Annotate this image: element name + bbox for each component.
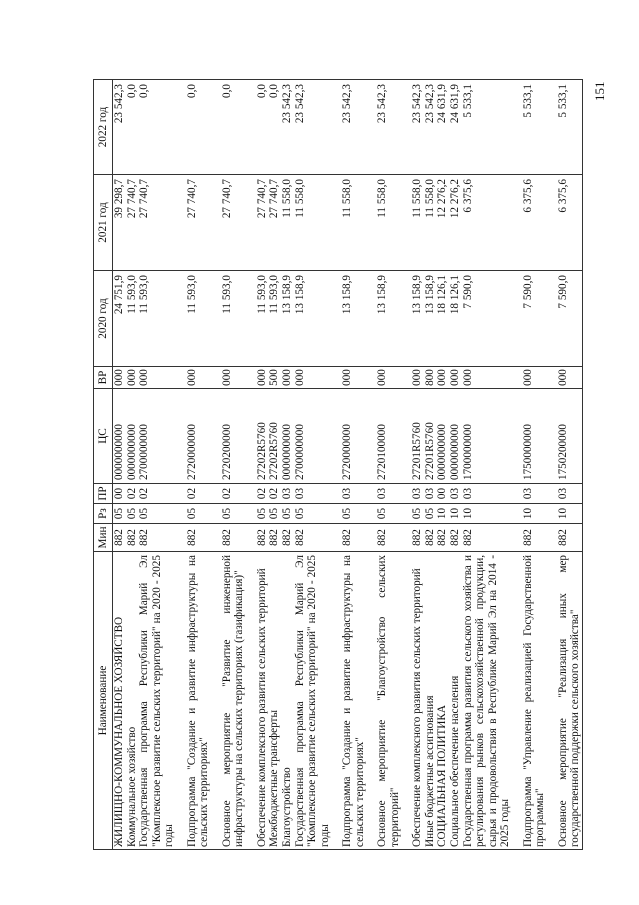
cell-2021: 27 740,7 xyxy=(138,175,176,271)
cell-pr: 02 xyxy=(186,484,211,504)
cell-pr: 02 xyxy=(138,484,176,504)
row-spacer xyxy=(176,80,186,850)
spacer-cell xyxy=(401,552,411,850)
cell-min: 882 xyxy=(221,524,246,552)
cell-2021: 6 375,6 xyxy=(557,175,583,271)
spacer-cell xyxy=(176,271,186,367)
row-spacer xyxy=(211,80,221,850)
cell-vr: 000 xyxy=(449,367,462,389)
spacer-cell xyxy=(211,271,221,367)
cell-vr: 000 xyxy=(557,367,583,389)
header-2021: 2021 год xyxy=(94,175,113,271)
spacer-cell xyxy=(512,552,522,850)
spacer-cell xyxy=(547,367,557,389)
cell-2022: 0,0 xyxy=(138,80,176,175)
cell-name: Благоустройство xyxy=(281,552,294,850)
spacer-cell xyxy=(366,484,376,504)
spacer-cell xyxy=(401,504,411,524)
table-row xyxy=(436,80,449,850)
row-spacer xyxy=(331,80,341,850)
cell-min: 882 xyxy=(256,524,269,552)
cell-min: 882 xyxy=(376,524,401,552)
cell-name: Подпрограмма "Создание и развитие инфраструктуры на сельских территориях" xyxy=(186,552,211,850)
spacer-cell xyxy=(176,389,186,484)
spacer-cell xyxy=(331,484,341,504)
cell-pr: 03 xyxy=(557,484,583,504)
row-spacer xyxy=(366,80,376,850)
cell-2020: 13 158,9 xyxy=(376,271,401,367)
table-row xyxy=(126,80,139,850)
cell-rz: 10 xyxy=(449,504,462,524)
cell-2022: 23 542,3 xyxy=(294,80,332,175)
cell-pr: 03 xyxy=(462,484,512,504)
cell-rz: 05 xyxy=(221,504,246,524)
cell-rz: 05 xyxy=(341,504,366,524)
cell-pr: 00 xyxy=(436,484,449,504)
spacer-cell xyxy=(401,484,411,504)
spacer-cell xyxy=(512,175,522,271)
cell-2022: 23 542,3 xyxy=(376,80,401,175)
cell-2022: 23 542,3 xyxy=(411,80,424,175)
cell-vr: 500 xyxy=(268,367,281,389)
cell-rz: 05 xyxy=(281,504,294,524)
cell-2020: 11 593,0 xyxy=(138,271,176,367)
cell-2021: 27 740,7 xyxy=(256,175,269,271)
cell-2021: 12 276,2 xyxy=(449,175,462,271)
cell-name: Обеспечение комплексного развития сельских территорий xyxy=(411,552,424,850)
cell-pr: 02 xyxy=(256,484,269,504)
cell-min: 882 xyxy=(113,524,126,552)
spacer-cell xyxy=(366,271,376,367)
cell-pr: 03 xyxy=(294,484,332,504)
cell-2022: 5 533,1 xyxy=(557,80,583,175)
spacer-cell xyxy=(176,504,186,524)
cell-min: 882 xyxy=(411,524,424,552)
table-body xyxy=(113,80,583,850)
table-header-row xyxy=(94,80,113,850)
table-row xyxy=(281,80,294,850)
cell-2022: 24 631,9 xyxy=(436,80,449,175)
cell-cs: 0000000000 xyxy=(449,389,462,484)
cell-pr: 00 xyxy=(113,484,126,504)
spacer-cell xyxy=(211,484,221,504)
cell-cs: 2720200000 xyxy=(221,389,246,484)
spacer-cell xyxy=(401,271,411,367)
cell-name: Подпрограмма "Создание и развитие инфраструктуры на сельских территориях" xyxy=(341,552,366,850)
cell-2022: 0,0 xyxy=(268,80,281,175)
cell-rz: 10 xyxy=(522,504,547,524)
spacer-cell xyxy=(211,504,221,524)
spacer-cell xyxy=(331,175,341,271)
spacer-cell xyxy=(211,367,221,389)
cell-rz: 05 xyxy=(186,504,211,524)
table-row xyxy=(411,80,424,850)
cell-2021: 11 558,0 xyxy=(341,175,366,271)
spacer-cell xyxy=(401,524,411,552)
cell-2021: 27 740,7 xyxy=(268,175,281,271)
cell-2021: 11 558,0 xyxy=(411,175,424,271)
spacer-cell xyxy=(331,80,341,175)
cell-2022: 0,0 xyxy=(126,80,139,175)
cell-name: Основное мероприятие "Благоустройство сельских территорий" xyxy=(376,552,401,850)
cell-cs: 1700000000 xyxy=(462,389,512,484)
spacer-cell xyxy=(547,271,557,367)
cell-pr: 03 xyxy=(376,484,401,504)
spacer-cell xyxy=(512,504,522,524)
spacer-cell xyxy=(366,504,376,524)
cell-2022: 0,0 xyxy=(221,80,246,175)
cell-vr: 000 xyxy=(341,367,366,389)
cell-pr: 02 xyxy=(268,484,281,504)
spacer-cell xyxy=(176,524,186,552)
cell-min: 882 xyxy=(281,524,294,552)
cell-rz: 05 xyxy=(268,504,281,524)
spacer-cell xyxy=(176,552,186,850)
spacer-cell xyxy=(401,367,411,389)
cell-name: Государственная программа развития сельского хозяйства и регулирования рынков сельскохозяйственной продукции, сырья и продовольствия в Республике Марий Эл на 2014 - 2025 годы xyxy=(462,552,512,850)
cell-rz: 05 xyxy=(113,504,126,524)
cell-min: 882 xyxy=(138,524,176,552)
row-spacer xyxy=(512,80,522,850)
cell-2022: 5 533,1 xyxy=(462,80,512,175)
cell-pr: 03 xyxy=(424,484,437,504)
spacer-cell xyxy=(512,271,522,367)
spacer-cell xyxy=(331,271,341,367)
cell-vr: 000 xyxy=(462,367,512,389)
spacer-cell xyxy=(211,389,221,484)
cell-min: 882 xyxy=(294,524,332,552)
cell-rz: 05 xyxy=(424,504,437,524)
table-row xyxy=(557,80,583,850)
cell-cs: 27201R5760 xyxy=(411,389,424,484)
cell-2020: 18 126,1 xyxy=(436,271,449,367)
cell-vr: 000 xyxy=(138,367,176,389)
cell-2020: 18 126,1 xyxy=(449,271,462,367)
cell-2020: 11 593,0 xyxy=(268,271,281,367)
spacer-cell xyxy=(547,175,557,271)
cell-2021: 39 298,7 xyxy=(113,175,126,271)
table-row xyxy=(138,80,176,850)
cell-min: 882 xyxy=(268,524,281,552)
spacer-cell xyxy=(366,367,376,389)
cell-cs: 1750200000 xyxy=(557,389,583,484)
cell-2020: 24 751,9 xyxy=(113,271,126,367)
cell-cs: 27201R5760 xyxy=(424,389,437,484)
cell-pr: 03 xyxy=(522,484,547,504)
spacer-cell xyxy=(547,80,557,175)
spacer-cell xyxy=(246,504,256,524)
cell-2022: 5 533,1 xyxy=(522,80,547,175)
cell-2020: 7 590,0 xyxy=(522,271,547,367)
spacer-cell xyxy=(211,552,221,850)
header-rz: Рз xyxy=(94,504,113,524)
cell-min: 882 xyxy=(449,524,462,552)
table-row xyxy=(376,80,401,850)
cell-2022: 0,0 xyxy=(186,80,211,175)
cell-name: ЖИЛИЩНО-КОММУНАЛЬНОЕ ХОЗЯЙСТВО xyxy=(113,552,126,850)
cell-vr: 000 xyxy=(126,367,139,389)
cell-name: Межбюджетные трансферты xyxy=(268,552,281,850)
spacer-cell xyxy=(512,389,522,484)
cell-cs: 27202R5760 xyxy=(268,389,281,484)
header-2022: 2022 год xyxy=(94,80,113,175)
cell-name: Основное мероприятие "Реализация иных мер государственной поддержки сельского хозяйства" xyxy=(557,552,583,850)
cell-2020: 11 593,0 xyxy=(256,271,269,367)
table-row xyxy=(341,80,366,850)
cell-vr: 000 xyxy=(436,367,449,389)
header-min: Мин xyxy=(94,524,113,552)
spacer-cell xyxy=(246,484,256,504)
cell-cs: 2720000000 xyxy=(341,389,366,484)
row-spacer xyxy=(401,80,411,850)
spacer-cell xyxy=(512,80,522,175)
spacer-cell xyxy=(547,524,557,552)
cell-2020: 13 158,9 xyxy=(281,271,294,367)
spacer-cell xyxy=(246,552,256,850)
cell-2020: 13 158,9 xyxy=(294,271,332,367)
cell-2022: 23 542,3 xyxy=(281,80,294,175)
spacer-cell xyxy=(211,80,221,175)
cell-name: Коммунальное хозяйство xyxy=(126,552,139,850)
cell-cs: 0000000000 xyxy=(126,389,139,484)
spacer-cell xyxy=(331,504,341,524)
cell-2020: 13 158,9 xyxy=(424,271,437,367)
cell-vr: 000 xyxy=(186,367,211,389)
cell-cs: 2700000000 xyxy=(294,389,332,484)
cell-min: 882 xyxy=(522,524,547,552)
spacer-cell xyxy=(547,484,557,504)
table-row xyxy=(462,80,512,850)
spacer-cell xyxy=(246,80,256,175)
cell-rz: 05 xyxy=(126,504,139,524)
header-pr: ПР xyxy=(94,484,113,504)
spacer-cell xyxy=(366,524,376,552)
spacer-cell xyxy=(176,80,186,175)
cell-pr: 03 xyxy=(411,484,424,504)
cell-cs: 0000000000 xyxy=(436,389,449,484)
cell-cs: 0000000000 xyxy=(281,389,294,484)
page-number: 151 xyxy=(592,81,607,101)
spacer-cell xyxy=(366,389,376,484)
cell-min: 882 xyxy=(462,524,512,552)
spacer-cell xyxy=(401,80,411,175)
header-vr: ВР xyxy=(94,367,113,389)
cell-2021: 11 558,0 xyxy=(281,175,294,271)
spacer-cell xyxy=(512,367,522,389)
spacer-cell xyxy=(401,175,411,271)
cell-vr: 000 xyxy=(281,367,294,389)
cell-vr: 000 xyxy=(294,367,332,389)
spacer-cell xyxy=(246,524,256,552)
cell-vr: 000 xyxy=(221,367,246,389)
header-name: Наименование xyxy=(94,552,113,850)
cell-pr: 03 xyxy=(281,484,294,504)
cell-pr: 03 xyxy=(341,484,366,504)
cell-2021: 11 558,0 xyxy=(294,175,332,271)
spacer-cell xyxy=(246,389,256,484)
header-cs: ЦС xyxy=(94,389,113,484)
spacer-cell xyxy=(512,484,522,504)
cell-name: Иные бюджетные ассигнования xyxy=(424,552,437,850)
cell-name: СОЦИАЛЬНАЯ ПОЛИТИКА xyxy=(436,552,449,850)
cell-min: 882 xyxy=(126,524,139,552)
spacer-cell xyxy=(366,175,376,271)
table-row xyxy=(256,80,269,850)
cell-2022: 0,0 xyxy=(256,80,269,175)
spacer-cell xyxy=(331,389,341,484)
spacer-cell xyxy=(211,175,221,271)
cell-rz: 05 xyxy=(138,504,176,524)
cell-2020: 13 158,9 xyxy=(411,271,424,367)
cell-2020: 11 593,0 xyxy=(221,271,246,367)
cell-name: Обеспечение комплексного развития сельских территорий xyxy=(256,552,269,850)
spacer-cell xyxy=(176,484,186,504)
budget-table xyxy=(93,79,583,850)
cell-pr: 02 xyxy=(221,484,246,504)
cell-2022: 23 542,3 xyxy=(424,80,437,175)
cell-min: 882 xyxy=(186,524,211,552)
cell-2021: 12 276,2 xyxy=(436,175,449,271)
cell-min: 882 xyxy=(341,524,366,552)
cell-cs: 2720100000 xyxy=(376,389,401,484)
table-row xyxy=(186,80,211,850)
spacer-cell xyxy=(512,524,522,552)
cell-2022: 23 542,3 xyxy=(341,80,366,175)
cell-rz: 05 xyxy=(256,504,269,524)
cell-2020: 13 158,9 xyxy=(341,271,366,367)
spacer-cell xyxy=(547,389,557,484)
cell-2021: 6 375,6 xyxy=(462,175,512,271)
cell-vr: 800 xyxy=(424,367,437,389)
cell-cs: 27202R5760 xyxy=(256,389,269,484)
cell-2021: 27 740,7 xyxy=(126,175,139,271)
cell-2021: 27 740,7 xyxy=(221,175,246,271)
cell-pr: 02 xyxy=(126,484,139,504)
cell-2021: 6 375,6 xyxy=(522,175,547,271)
table-row xyxy=(424,80,437,850)
cell-name: Подпрограмма "Управление реализацией Государственной программы" xyxy=(522,552,547,850)
cell-vr: 000 xyxy=(522,367,547,389)
table-row xyxy=(294,80,332,850)
cell-2020: 11 593,0 xyxy=(186,271,211,367)
cell-vr: 000 xyxy=(411,367,424,389)
spacer-cell xyxy=(366,80,376,175)
cell-min: 882 xyxy=(436,524,449,552)
spacer-cell xyxy=(246,175,256,271)
spacer-cell xyxy=(176,367,186,389)
cell-2022: 24 631,9 xyxy=(449,80,462,175)
cell-cs: 2720000000 xyxy=(186,389,211,484)
cell-cs: 1750000000 xyxy=(522,389,547,484)
spacer-cell xyxy=(401,389,411,484)
cell-2021: 27 740,7 xyxy=(186,175,211,271)
cell-2020: 11 593,0 xyxy=(126,271,139,367)
spacer-cell xyxy=(331,367,341,389)
spacer-cell xyxy=(366,552,376,850)
cell-vr: 000 xyxy=(256,367,269,389)
spacer-cell xyxy=(246,271,256,367)
spacer-cell xyxy=(331,524,341,552)
budget-table-container xyxy=(93,80,582,850)
spacer-cell xyxy=(547,504,557,524)
cell-2021: 11 558,0 xyxy=(424,175,437,271)
cell-rz: 05 xyxy=(294,504,332,524)
cell-rz: 05 xyxy=(376,504,401,524)
cell-vr: 000 xyxy=(376,367,401,389)
cell-2020: 7 590,0 xyxy=(557,271,583,367)
cell-min: 882 xyxy=(557,524,583,552)
cell-rz: 10 xyxy=(462,504,512,524)
cell-cs: 2700000000 xyxy=(138,389,176,484)
table-row xyxy=(268,80,281,850)
cell-pr: 03 xyxy=(449,484,462,504)
cell-min: 882 xyxy=(424,524,437,552)
cell-2021: 11 558,0 xyxy=(376,175,401,271)
cell-name: Государственная программа Республики Марий Эл "Комплексное развитие сельских территорий" на 2020 - 2025 годы xyxy=(294,552,332,850)
cell-name: Государственная программа Республики Марий Эл "Комплексное развитие сельских территорий" на 2020 - 2025 годы xyxy=(138,552,176,850)
cell-rz: 05 xyxy=(411,504,424,524)
table-row xyxy=(221,80,246,850)
cell-2020: 7 590,0 xyxy=(462,271,512,367)
cell-name: Основное мероприятие "Развитие инженерной инфраструктуры на сельских территориях (газификация)" xyxy=(221,552,246,850)
cell-2022: 23 542,3 xyxy=(113,80,126,175)
table-row xyxy=(449,80,462,850)
cell-name: Социальное обеспечение населения xyxy=(449,552,462,850)
spacer-cell xyxy=(246,367,256,389)
table-row xyxy=(113,80,126,850)
cell-cs: 0000000000 xyxy=(113,389,126,484)
spacer-cell xyxy=(331,552,341,850)
cell-rz: 10 xyxy=(557,504,583,524)
cell-rz: 10 xyxy=(436,504,449,524)
spacer-cell xyxy=(547,552,557,850)
spacer-cell xyxy=(211,524,221,552)
header-2020: 2020 год xyxy=(94,271,113,367)
table-row xyxy=(522,80,547,850)
cell-vr: 000 xyxy=(113,367,126,389)
spacer-cell xyxy=(176,175,186,271)
row-spacer xyxy=(246,80,256,850)
row-spacer xyxy=(547,80,557,850)
